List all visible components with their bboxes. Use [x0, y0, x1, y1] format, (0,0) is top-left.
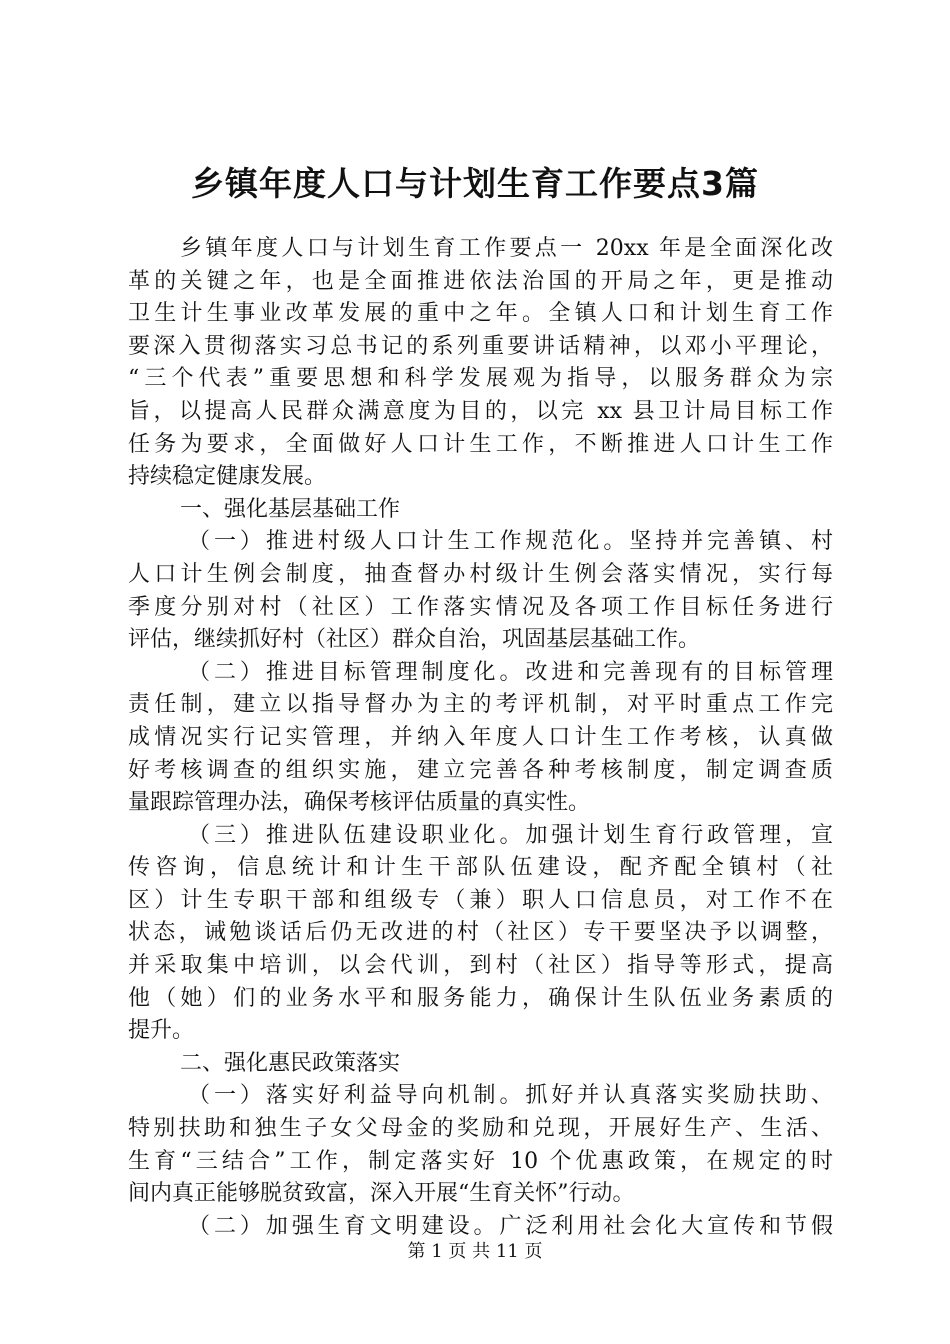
paragraph-line: （一）落实好利益导向机制。抓好并认真落实奖励扶助、 — [188, 1083, 833, 1109]
document-title: 乡镇年度人口与计划生育工作要点3篇 — [191, 164, 759, 203]
paragraph-line: （三）推进队伍建设职业化。加强计划生育行政管理，宣 — [188, 822, 833, 848]
paragraph-line: 要深入贯彻落实习总书记的系列重要讲话精神，以邓小平理论， — [128, 333, 833, 359]
paragraph-line: 季度分别对村（社区）工作落实情况及各项工作目标任务进行 — [128, 594, 833, 620]
paragraph-line: 任务为要求，全面做好人口计生工作，不断推进人口计生工作 — [128, 431, 833, 457]
paragraph-line: 责任制，建立以指导督办为主的考评机制，对平时重点工作完 — [128, 692, 833, 718]
page-footer: 第 1 页 共 11 页 — [407, 1241, 543, 1262]
paragraph-line: 生育“三结合”工作，制定落实好 10 个优惠政策，在规定的时 — [128, 1148, 833, 1174]
paragraph-line: 特别扶助和独生子女父母金的奖励和兑现，开展好生产、生活、 — [128, 1116, 833, 1142]
paragraph-line: 状态，诫勉谈话后仍无改进的村（社区）专干要坚决予以调整， — [128, 920, 833, 946]
paragraph-line: 人口计生例会制度，抽查督办村级计生例会落实情况，实行每 — [128, 561, 833, 587]
section-heading: 一、强化基层基础工作 — [180, 496, 401, 522]
paragraph-line: 持续稳定健康发展。 — [128, 464, 327, 490]
document-body — [128, 233, 833, 1243]
paragraph-line: （二）加强生育文明建设。广泛利用社会化大宣传和节假 — [188, 1213, 833, 1239]
paragraph-line: 并采取集中培训，以会代训，到村（社区）指导等形式，提高 — [128, 953, 833, 979]
paragraph-line: 乡镇年度人口与计划生育工作要点一 20xx 年是全面深化改 — [180, 236, 833, 261]
paragraph-line: 提升。 — [128, 1018, 195, 1044]
paragraph-line: 区）计生专职干部和组级专（兼）职人口信息员，对工作不在 — [128, 887, 833, 913]
paragraph-line: “三个代表”重要思想和科学发展观为指导，以服务群众为宗 — [128, 366, 833, 392]
paragraph-line: 传咨询，信息统计和计生干部队伍建设，配齐配全镇村（社 — [128, 855, 833, 881]
paragraph-line: 卫生计生事业改革发展的重中之年。全镇人口和计划生育工作 — [128, 301, 833, 327]
paragraph-line: 革的关键之年，也是全面推进依法治国的开局之年，更是推动 — [128, 268, 833, 294]
paragraph-line: 评估，继续抓好村（社区）群众自治，巩固基层基础工作。 — [128, 627, 701, 653]
paragraph-line: （一）推进村级人口计生工作规范化。坚持并完善镇、村 — [188, 529, 833, 555]
section-heading: 二、强化惠民政策落实 — [180, 1050, 401, 1076]
paragraph-line: 他（她）们的业务水平和服务能力，确保计生队伍业务素质的 — [128, 985, 833, 1011]
paragraph-line: （二）推进目标管理制度化。改进和完善现有的目标管理 — [188, 659, 833, 685]
paragraph-line: 成情况实行记实管理，并纳入年度人口计生工作考核，认真做 — [128, 724, 833, 750]
paragraph-line: 间内真正能够脱贫致富，深入开展“生育关怀”行动。 — [128, 1181, 635, 1207]
paragraph-line: 量跟踪管理办法，确保考核评估质量的真实性。 — [128, 790, 591, 816]
paragraph-line: 旨，以提高人民群众满意度为目的，以完 xx 县卫计局目标工作 — [128, 398, 833, 424]
paragraph-line: 好考核调查的组织实施，建立完善各种考核制度，制定调查质 — [128, 757, 833, 783]
